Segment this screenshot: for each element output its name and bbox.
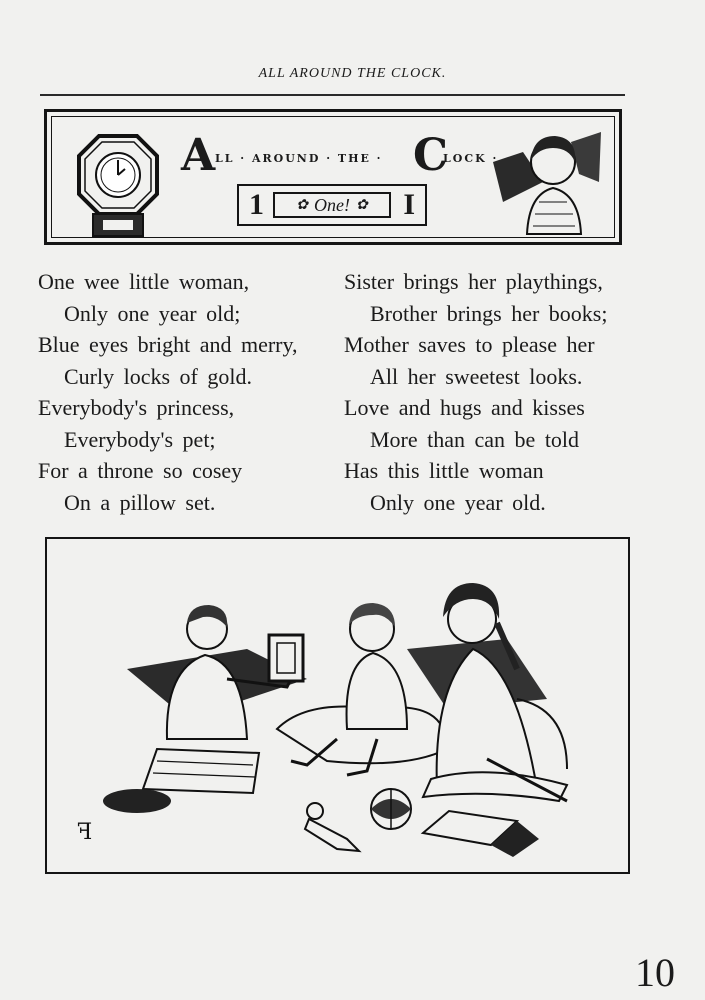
title-initial-a: A: [181, 130, 218, 181]
head-rule: [40, 94, 625, 96]
book-toy: [423, 811, 539, 857]
title-initial-c: C: [413, 130, 451, 181]
artist-monogram-icon: ꟻ: [77, 820, 93, 845]
ball-toy: [371, 789, 411, 829]
poem-line: Brother brings her books;: [370, 300, 608, 326]
hour-digit: 1: [249, 188, 264, 221]
clock-icon: [75, 132, 161, 240]
running-head: ALL AROUND THE CLOCK.: [258, 66, 447, 81]
children-playing-illustration: [45, 537, 630, 874]
poem-line: Curly locks of gold.: [64, 363, 252, 389]
illustration-drawing: [47, 539, 628, 872]
poem-line: More than can be told: [370, 426, 580, 452]
poem-line: Only one year old;: [64, 300, 241, 326]
hour-number-box: [237, 184, 427, 226]
poem-line: All her sweetest looks.: [370, 363, 583, 389]
poem-line: Sister brings her playthings,: [344, 269, 603, 294]
chapter-banner: [44, 109, 622, 245]
poem-column-right: [344, 266, 607, 518]
title-text-all-around-the: LL · AROUND · THE ·: [215, 152, 383, 165]
flower-ornament-icon: ✿: [355, 197, 368, 213]
page-number: 10: [635, 950, 675, 995]
hour-word: One!: [314, 194, 350, 215]
poem-line: Love and hugs and kisses: [344, 395, 585, 420]
flower-ornament-icon: ✿: [296, 197, 308, 213]
poem-line: For a throne so cosey: [38, 458, 243, 483]
picture-frame: [269, 635, 303, 681]
banner-title: [181, 130, 511, 181]
poem-line: Has this little woman: [344, 458, 544, 483]
poem-line: Blue eyes bright and merry,: [38, 332, 298, 357]
poem-line: Only one year old.: [370, 489, 546, 515]
boy-figure: [103, 605, 291, 813]
poem-column-left: [38, 266, 298, 518]
poem-line: Everybody's pet;: [64, 426, 216, 452]
title-text-lock: LOCK ·: [443, 152, 499, 165]
poem-line: Everybody's princess,: [38, 395, 235, 420]
poem-line: One wee little woman,: [38, 269, 250, 294]
doll-toy: [305, 803, 359, 851]
hour-word-box: [273, 192, 391, 218]
girl-vignette-illustration: [483, 122, 603, 238]
poem-line: On a pillow set.: [64, 489, 216, 515]
hour-roman: I: [403, 188, 415, 221]
poem-line: Mother saves to please her: [344, 332, 595, 357]
baby-figure: [277, 603, 447, 775]
